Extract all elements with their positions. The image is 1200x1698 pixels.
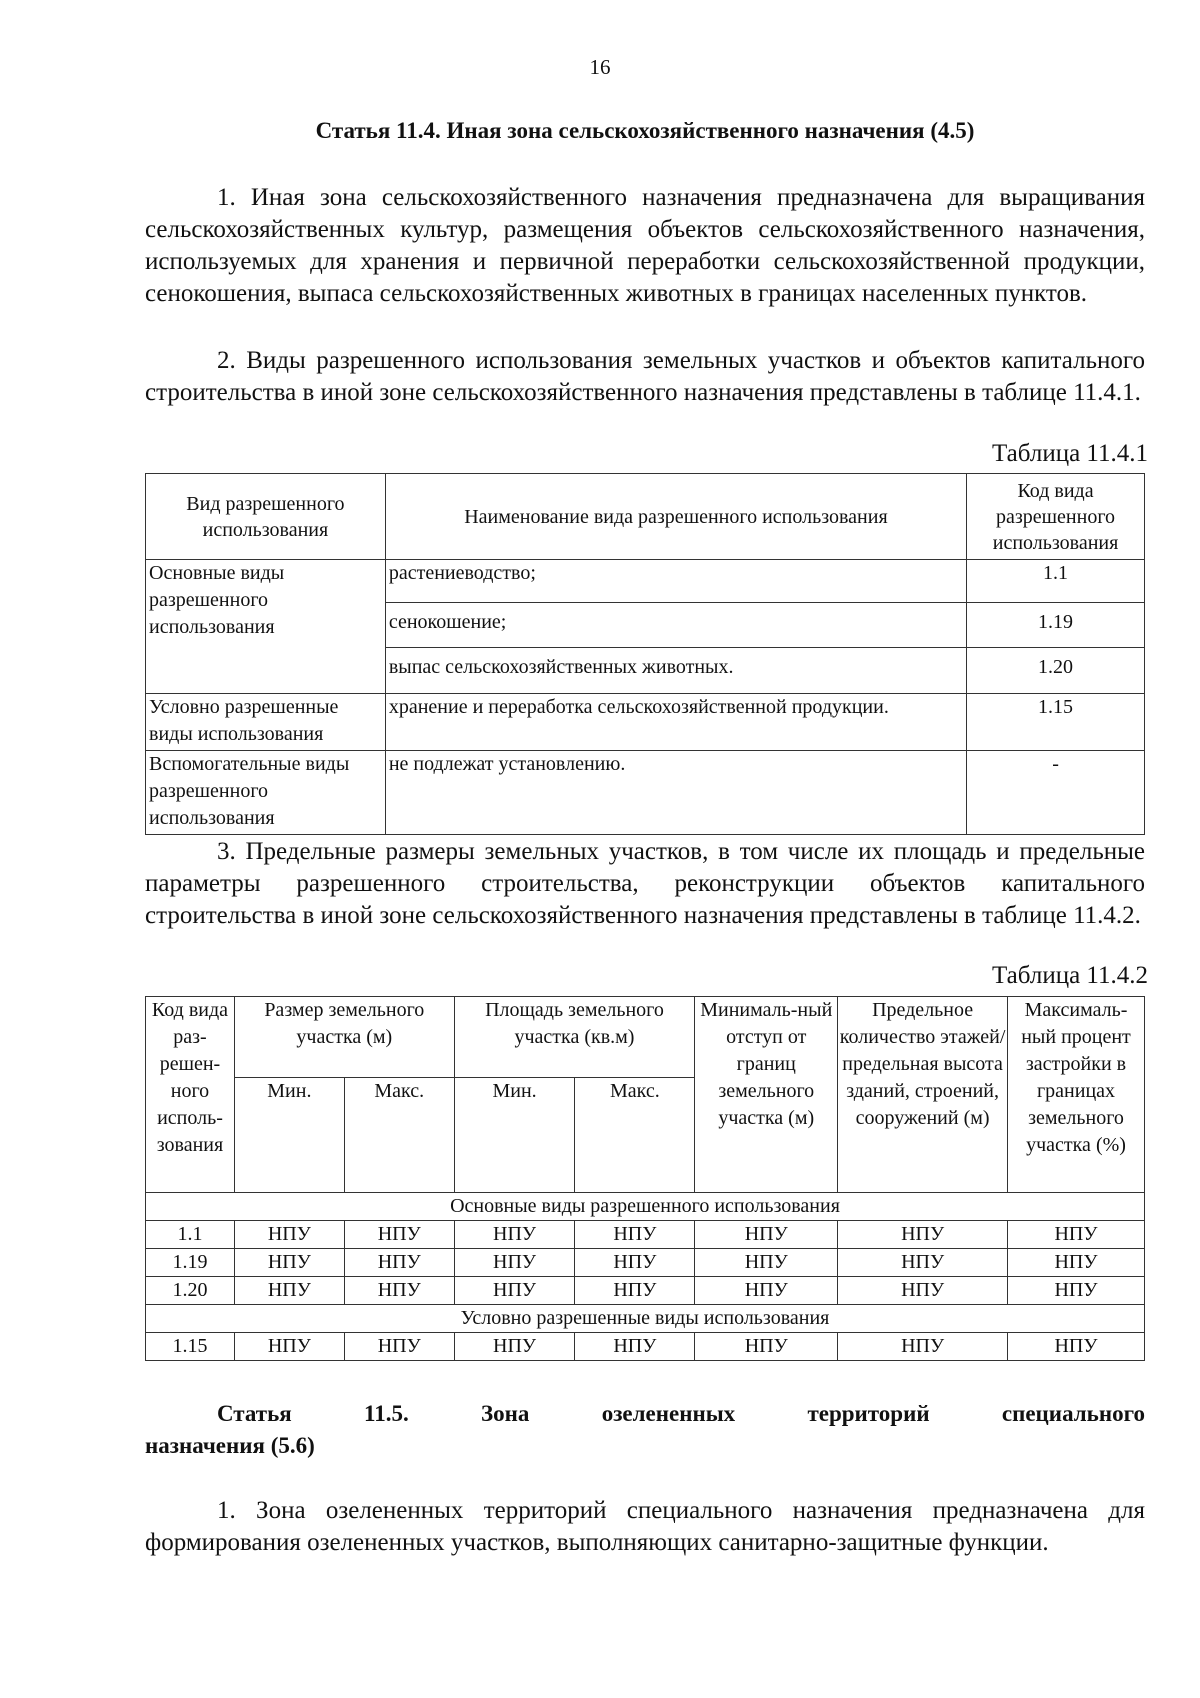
value-cell: НПУ [695, 1249, 838, 1277]
code-cell: 1.1 [146, 1221, 235, 1249]
value-cell: НПУ [575, 1221, 695, 1249]
value-cell: НПУ [1008, 1277, 1145, 1305]
value-cell: НПУ [344, 1249, 454, 1277]
use-code-cell: 1.19 [967, 603, 1145, 648]
use-code-cell: 1.20 [967, 648, 1145, 694]
title-word: специального [1001, 1401, 1145, 1426]
column-header-coverage: Максималь-ный процент застройки в границах земельного участка (%) [1008, 997, 1145, 1193]
table-section-title: Основные виды разрешенного использования [146, 1193, 1145, 1221]
column-header-setback: Минималь-ный отступ от границ земельного участка (м) [695, 997, 838, 1193]
value-cell: НПУ [234, 1249, 344, 1277]
value-cell: НПУ [344, 1277, 454, 1305]
code-cell: 1.15 [146, 1333, 235, 1361]
title-word: Зона [481, 1401, 530, 1426]
value-cell: НПУ [1008, 1221, 1145, 1249]
column-header-max: Макс. [575, 1078, 695, 1193]
value-cell: НПУ [454, 1333, 575, 1361]
value-cell: НПУ [695, 1333, 838, 1361]
use-type-cell: Основные виды разрешенного использования [146, 560, 386, 694]
use-name-cell: растениеводство; [385, 560, 966, 603]
column-header-code: Код вида раз-решен-ного исполь-зования [146, 997, 235, 1193]
use-name-cell: не подлежат установлению. [385, 751, 966, 835]
value-cell: НПУ [575, 1277, 695, 1305]
table-caption-2: Таблица 11.4.2 [992, 962, 1148, 989]
column-header-min: Мин. [454, 1078, 575, 1193]
use-code-cell: 1.15 [967, 694, 1145, 751]
column-header: Код вида разрешенного использования [967, 474, 1145, 560]
column-header-plot-size: Размер земельного участка (м) [234, 997, 454, 1078]
title-word: 11.5. [363, 1401, 409, 1426]
page-number: 16 [589, 55, 611, 79]
value-cell: НПУ [575, 1333, 695, 1361]
value-cell: НПУ [234, 1277, 344, 1305]
value-cell: НПУ [234, 1221, 344, 1249]
column-header-plot-area: Площадь земельного участка (кв.м) [454, 997, 695, 1078]
paragraph-4: 1. Зона озелененных территорий специального назначения предназначена для формирования озелененных участков, выполняющих санитарно-защитные функции. [145, 1497, 1145, 1556]
use-name-cell: сенокошение; [385, 603, 966, 648]
value-cell: НПУ [454, 1277, 575, 1305]
table-limit-parameters [145, 996, 1145, 1361]
value-cell: НПУ [575, 1249, 695, 1277]
value-cell: НПУ [838, 1249, 1008, 1277]
use-type-cell: Вспомогательные виды разрешенного использования [146, 751, 386, 835]
column-header-max: Макс. [344, 1078, 454, 1193]
table-section-title: Условно разрешенные виды использования [146, 1305, 1145, 1333]
value-cell: НПУ [1008, 1333, 1145, 1361]
title-word: территорий [807, 1401, 930, 1426]
use-code-cell: 1.1 [967, 560, 1145, 603]
column-header-min: Мин. [234, 1078, 344, 1193]
table-caption-1: Таблица 11.4.1 [992, 440, 1148, 467]
code-cell: 1.20 [146, 1277, 235, 1305]
article-title-2 [145, 1398, 1145, 1462]
value-cell: НПУ [695, 1277, 838, 1305]
paragraph-1: 1. Иная зона сельскохозяйственного назначения предназначена для выращивания сельскохозяйственных культур, размещения объектов сельскохозяйственного назначения, используемых для хранения и первичной переработки сельскохозяйственной продукции, сенокошения, выпаса сельскохозяйственных животных в границах населенных пунктов. [145, 184, 1145, 307]
value-cell: НПУ [695, 1221, 838, 1249]
use-name-cell: хранение и переработка сельскохозяйственной продукции. [385, 694, 966, 751]
title-word: озелененных [601, 1401, 736, 1426]
column-header: Наименование вида разрешенного использования [385, 474, 966, 560]
code-cell: 1.19 [146, 1249, 235, 1277]
use-code-cell: - [967, 751, 1145, 835]
value-cell: НПУ [454, 1249, 575, 1277]
paragraph-3: 3. Предельные размеры земельных участков, в том числе их площадь и предельные параметры разрешенного строительства, реконструкции объектов капитального строительства в иной зоне сельскохозяйственного назначения представлены в таблице 11.4.2. [145, 838, 1145, 929]
table-permitted-uses [145, 473, 1145, 835]
title-line-2: назначения (5.6) [145, 1433, 315, 1458]
paragraph-2: 2. Виды разрешенного использования земельных участков и объектов капитального строительства в иной зоне сельскохозяйственного назначения представлены в таблице 11.4.1. [145, 347, 1145, 406]
column-header: Вид разрешенного использования [146, 474, 386, 560]
value-cell: НПУ [234, 1333, 344, 1361]
value-cell: НПУ [344, 1333, 454, 1361]
value-cell: НПУ [838, 1333, 1008, 1361]
value-cell: НПУ [344, 1221, 454, 1249]
use-type-cell: Условно разрешенные виды использования [146, 694, 386, 751]
article-title: Статья 11.4. Иная зона сельскохозяйственного назначения (4.5) [315, 118, 975, 143]
use-name-cell: выпас сельскохозяйственных животных. [385, 648, 966, 694]
column-header-floors: Предельное количество этажей/ предельная высота зданий, строений, сооружений (м) [838, 997, 1008, 1193]
value-cell: НПУ [838, 1277, 1008, 1305]
title-word: Статья [217, 1401, 292, 1426]
value-cell: НПУ [838, 1221, 1008, 1249]
value-cell: НПУ [454, 1221, 575, 1249]
value-cell: НПУ [1008, 1249, 1145, 1277]
